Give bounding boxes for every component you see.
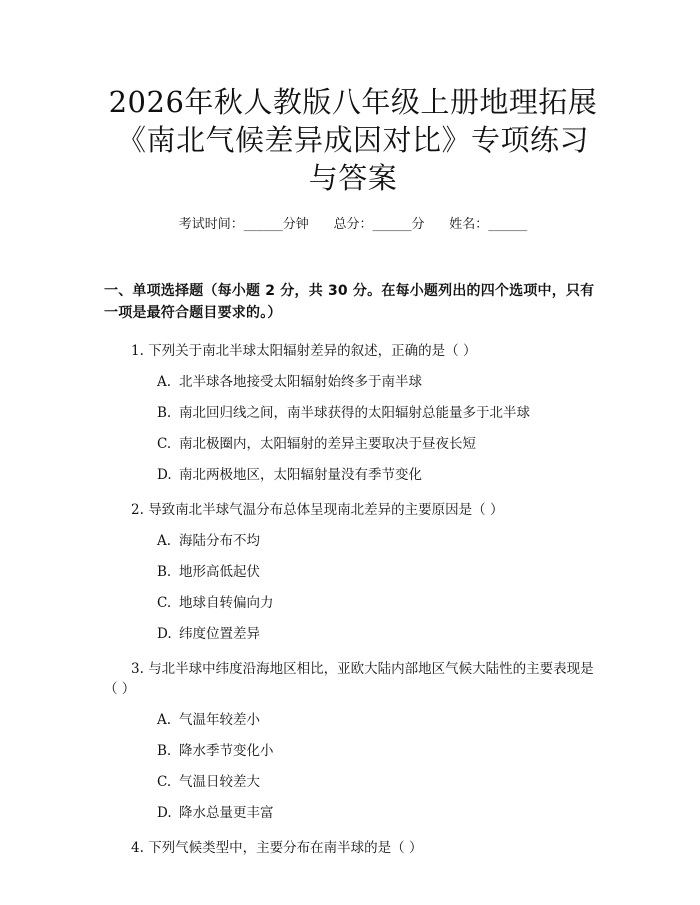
- option-text: 地形高低起伏: [179, 564, 260, 580]
- question-1: [104, 341, 602, 361]
- option-text: 南北极圈内，太阳辐射的差异主要取决于昼夜长短: [179, 436, 476, 452]
- question-4: [104, 838, 602, 858]
- question-text: 导致南北半球气温分布总体呈现南北差异的主要原因是（ ）: [148, 502, 504, 518]
- question-text: 下列关于南北半球太阳辐射差异的叙述，正确的是（ ）: [148, 343, 477, 359]
- option-text: 地球自转偏向力: [179, 595, 274, 611]
- option-letter: A.: [157, 712, 172, 728]
- exam-info-line: 考试时间：______分钟 总分：______分 姓名：______: [178, 217, 528, 232]
- question-number: 1.: [131, 343, 144, 359]
- question-text: 下列气候类型中，主要分布在南半球的是（ ）: [148, 840, 423, 856]
- option-d: [104, 624, 602, 645]
- section-heading: 一、单项选择题（每小题 2 分，共 30 分。在每小题列出的四个选项中，只有一项是最符合题目要求的。）: [104, 283, 595, 321]
- question-2-options: [104, 531, 602, 645]
- option-text: 北半球各地接受太阳辐射始终多于南半球: [179, 374, 422, 390]
- question-text: 与北半球中纬度沿海地区相比，亚欧大陆内部地区气候大陆性的主要表现是（ ）: [104, 661, 594, 697]
- option-letter: C.: [157, 436, 172, 452]
- option-text: 降水季节变化小: [179, 743, 274, 759]
- question-number: 3.: [131, 661, 144, 677]
- option-letter: C.: [157, 595, 172, 611]
- question-2: [104, 500, 602, 520]
- document-title: 2026年秋人教版八年级上册地理拓展《南北气候差异成因对比》专项练习与答案: [108, 85, 598, 195]
- option-text: 气温日较差大: [179, 774, 260, 790]
- option-letter: B.: [157, 564, 172, 580]
- question-1-options: [104, 372, 602, 486]
- option-a: [104, 372, 602, 393]
- option-text: 南北两极地区，太阳辐射量没有季节变化: [179, 467, 422, 483]
- option-c: [104, 434, 602, 455]
- option-a: [104, 531, 602, 552]
- option-text: 南北回归线之间，南半球获得的太阳辐射总能量多于北半球: [179, 405, 530, 421]
- question-number: 4.: [131, 840, 144, 856]
- option-letter: A.: [157, 533, 172, 549]
- question-3: [104, 659, 602, 699]
- option-d: [104, 465, 602, 486]
- option-text: 降水总量更丰富: [179, 805, 274, 821]
- option-letter: D.: [157, 626, 172, 642]
- option-a: [104, 710, 602, 731]
- option-b: [104, 403, 602, 424]
- option-b: [104, 741, 602, 762]
- question-3-options: [104, 710, 602, 824]
- option-c: [104, 593, 602, 614]
- option-text: 海陆分布不均: [179, 533, 260, 549]
- option-letter: B.: [157, 405, 172, 421]
- option-letter: D.: [157, 467, 172, 483]
- option-letter: B.: [157, 743, 172, 759]
- option-text: 纬度位置差异: [179, 626, 260, 642]
- option-text: 气温年较差小: [179, 712, 260, 728]
- option-letter: A.: [157, 374, 172, 390]
- option-letter: C.: [157, 774, 172, 790]
- option-c: [104, 772, 602, 793]
- question-number: 2.: [131, 502, 144, 518]
- option-d: [104, 803, 602, 824]
- option-b: [104, 562, 602, 583]
- option-letter: D.: [157, 805, 172, 821]
